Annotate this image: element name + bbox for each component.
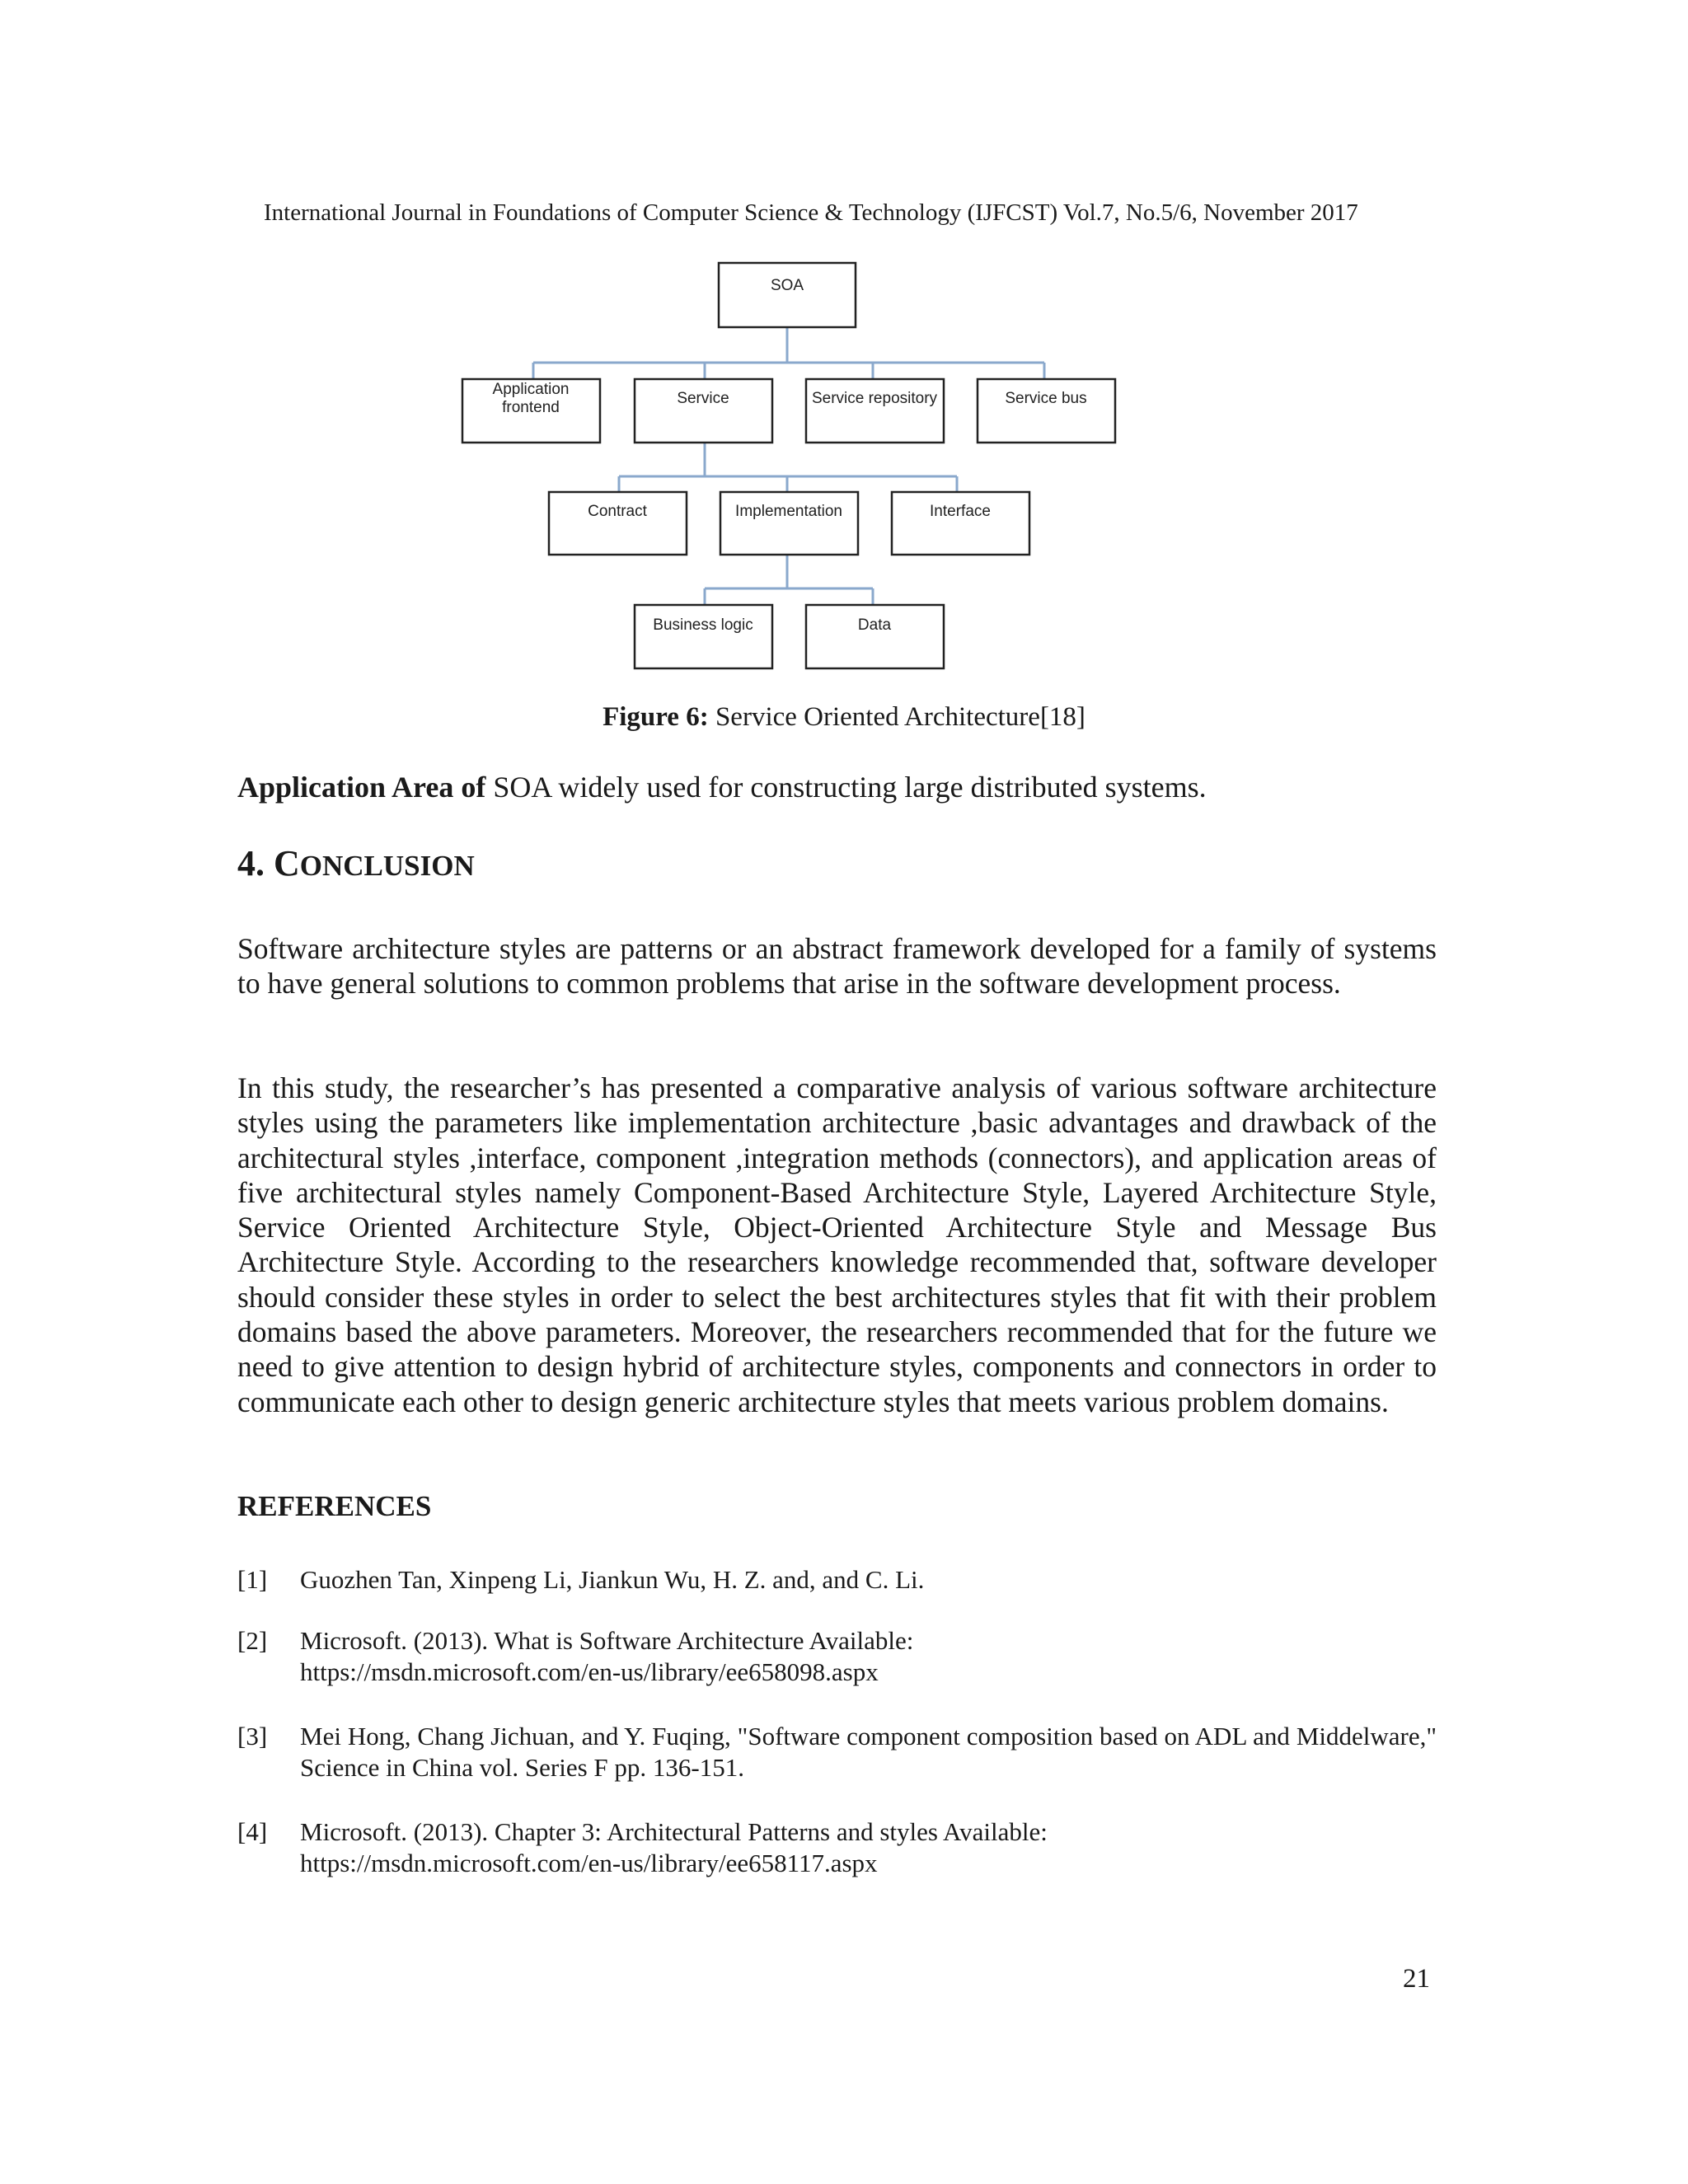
figure-caption (0, 702, 1688, 733)
running-header: International Journal in Foundations of Computer Science & Technology (IJFCST) Vol.7, No.5/6, November 2017 (264, 199, 1358, 226)
diagram-connectors (533, 327, 1044, 605)
reference-item (237, 1721, 1437, 1783)
node-implementation (720, 492, 858, 555)
reference-item (237, 1816, 1437, 1879)
node-data (806, 605, 944, 668)
application-area-text: SOA widely used for constructing large distributed systems. (485, 771, 1207, 804)
node-service-repository-label: Service repository (811, 390, 938, 407)
node-application-frontend (462, 379, 600, 443)
node-service (635, 379, 772, 443)
node-service-label: Service (677, 390, 729, 407)
reference-url: https://msdn.microsoft.com/en-us/library/ee658098.aspx (300, 1657, 879, 1686)
figure-caption-label: Figure 6: (603, 702, 709, 732)
section-heading (237, 842, 475, 884)
reference-text: Guozhen Tan, Xinpeng Li, Jiankun Wu, H. Z. and, and C. Li. (300, 1565, 925, 1594)
node-service-bus-label: Service bus (1005, 390, 1087, 407)
soa-diagram (0, 0, 1688, 684)
application-area-line (237, 770, 1207, 804)
node-service-bus (978, 379, 1115, 443)
reference-text: Microsoft. (2013). What is Software Architecture Available: (300, 1626, 914, 1655)
application-area-label: Application Area of (237, 771, 486, 804)
page-number: 21 (1403, 1964, 1430, 1994)
node-contract-label: Contract (588, 503, 647, 520)
node-application-frontend-label-line2: frontend (502, 399, 560, 416)
reference-text: Mei Hong, Chang Jichuan, and Y. Fuqing, "Software component composition based on ADL and Middelware," Science in China vol. Series F pp. 136-151. (300, 1722, 1437, 1782)
node-business-logic-label: Business logic (653, 616, 753, 634)
conclusion-paragraph-2: In this study, the researcher’s has presented a comparative analysis of various software architecture styles using the parameters like implementation architecture ,basic advantages and drawback of the architectural styles ,interface, component ,integration methods (connectors), and application areas of five architectural styles namely Component-Based Architecture Style, Layered Architecture Style, Service Oriented Architecture Style, Object-Oriented Architecture Style and Message Bus Architecture Style. According to the researchers knowledge recommended that, software developer should consider these styles in order to select the best architectures styles that fit with their problem domains based the above parameters. Moreover, the researchers recommended that for the future we need to give attention to design hybrid of architecture styles, components and connectors in order to communicate each other to design generic architecture styles that meets various problem domains. (237, 1071, 1437, 1418)
node-service-repository (806, 379, 944, 443)
reference-number: [2] (237, 1626, 268, 1655)
node-business-logic (635, 605, 772, 668)
reference-number: [4] (237, 1817, 268, 1846)
references-heading: REFERENCES (237, 1490, 432, 1522)
reference-text: Microsoft. (2013). Chapter 3: Architectural Patterns and styles Available: (300, 1817, 1048, 1846)
reference-item (237, 1625, 1437, 1688)
node-implementation-label: Implementation (735, 503, 842, 520)
reference-url: https://msdn.microsoft.com/en-us/library/ee658117.aspx (300, 1849, 878, 1877)
node-soa (719, 263, 856, 327)
node-data-label: Data (857, 616, 892, 634)
section-title-rest: ONCLUSION (299, 850, 475, 882)
node-soa-label: SOA (770, 277, 804, 294)
reference-number: [3] (237, 1722, 268, 1750)
reference-item (237, 1564, 1437, 1596)
conclusion-paragraph-1: Software architecture styles are patterns or an abstract framework developed for a family of systems to have general solutions to common problems that arise in the software development process. (237, 932, 1437, 1001)
section-number: 4. (237, 843, 265, 883)
reference-number: [1] (237, 1565, 268, 1594)
figure-caption-text: Service Oriented Architecture[18] (708, 702, 1085, 732)
node-contract (549, 492, 687, 555)
section-title-initial: C (274, 843, 300, 883)
node-interface (892, 492, 1029, 555)
node-interface-label: Interface (930, 503, 991, 520)
node-application-frontend-label-line1: Application (492, 381, 570, 398)
